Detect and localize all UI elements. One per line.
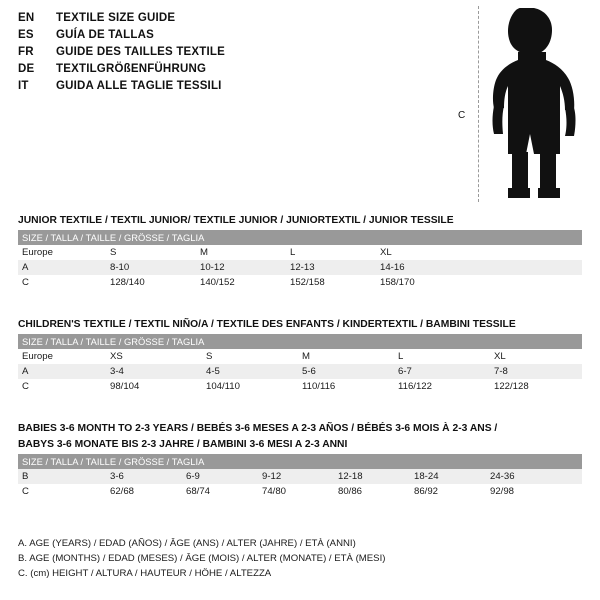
table-row: [18, 484, 582, 499]
section-title-line2: BABYS 3-6 MONATE BIS 2-3 JAHRE / BAMBINI 3-6 MESI A 2-3 ANNI: [18, 439, 348, 450]
cell: 5-6: [298, 364, 394, 379]
babies-size-table: [18, 454, 582, 499]
cell: 12-13: [286, 260, 376, 275]
table-row: [18, 379, 582, 394]
language-code: ES: [18, 29, 34, 41]
legend-row: C. (cm) HEIGHT / ALTURA / HAUTEUR / HÖHE / ALTEZZA: [18, 568, 272, 579]
row-label: Europe: [18, 349, 106, 364]
table-row: [18, 260, 582, 275]
language-row: [18, 12, 348, 29]
cell: 158/170: [376, 275, 466, 290]
cell: 74/80: [258, 484, 334, 499]
cell: 110/116: [298, 379, 394, 394]
cell: 8-10: [106, 260, 196, 275]
language-row: [18, 46, 348, 63]
language-title-block: [18, 12, 348, 97]
cell: S: [202, 349, 298, 364]
section-babies-textile: [18, 422, 582, 499]
legend-row: A. AGE (YEARS) / EDAD (AÑOS) / ÂGE (ANS) / ALTER (JAHRE) / ETÀ (ANNI): [18, 538, 356, 549]
table-row: [18, 275, 582, 290]
cell: 9-12: [258, 469, 334, 484]
cell: XS: [106, 349, 202, 364]
height-measure-label: C: [458, 110, 466, 121]
cell-empty: [466, 260, 582, 275]
cell: 10-12: [196, 260, 286, 275]
table-row: [18, 364, 582, 379]
language-row: [18, 80, 348, 97]
cell: 98/104: [106, 379, 202, 394]
language-row: [18, 29, 348, 46]
row-label: A: [18, 364, 106, 379]
cell: M: [196, 245, 286, 260]
row-label: C: [18, 379, 106, 394]
cell: 62/68: [106, 484, 182, 499]
size-header-label: SIZE / TALLA / TAILLE / GRÖSSE / TAGLIA: [18, 454, 582, 469]
cell: 92/98: [486, 484, 582, 499]
cell: XL: [490, 349, 582, 364]
table-row: [18, 469, 582, 484]
cell: 128/140: [106, 275, 196, 290]
legend-block: [18, 536, 582, 581]
cell: 7-8: [490, 364, 582, 379]
cell: 12-18: [334, 469, 410, 484]
language-title: TEXTILGRÖßENFÜHRUNG: [56, 63, 207, 75]
language-code: DE: [18, 63, 35, 75]
table-row: [18, 349, 582, 364]
section-title: JUNIOR TEXTILE / TEXTIL JUNIOR/ TEXTILE JUNIOR / JUNIORTEXTIL / JUNIOR TESSILE: [18, 215, 454, 226]
cell-empty: [466, 275, 582, 290]
cell: 6-9: [182, 469, 258, 484]
cell: 140/152: [196, 275, 286, 290]
cell: 3-4: [106, 364, 202, 379]
children-size-table: [18, 334, 582, 394]
table-header-row: [18, 230, 582, 245]
cell: 14-16: [376, 260, 466, 275]
cell: 80/86: [334, 484, 410, 499]
cell: 86/92: [410, 484, 486, 499]
section-title: CHILDREN'S TEXTILE / TEXTIL NIÑO/A / TEXTILE DES ENFANTS / KINDERTEXTIL / BAMBINI TESSILE: [18, 319, 516, 330]
language-title: TEXTILE SIZE GUIDE: [56, 12, 176, 24]
legend-row: B. AGE (MONTHS) / EDAD (MESES) / ÂGE (MOIS) / ALTER (MONATE) / ETÀ (MESI): [18, 553, 386, 564]
cell: L: [286, 245, 376, 260]
cell: 122/128: [490, 379, 582, 394]
measurement-figure: [430, 6, 590, 202]
size-header-label: SIZE / TALLA / TAILLE / GRÖSSE / TAGLIA: [18, 230, 582, 245]
language-title: GUIDA ALLE TAGLIE TESSILI: [56, 80, 222, 92]
language-code: IT: [18, 80, 29, 92]
cell: L: [394, 349, 490, 364]
row-label: B: [18, 469, 106, 484]
cell: 3-6: [106, 469, 182, 484]
section-junior-textile: [18, 214, 582, 290]
height-measure-line: [478, 6, 479, 202]
language-code: EN: [18, 12, 35, 24]
table-header-row: [18, 334, 582, 349]
section-childrens-textile: [18, 318, 582, 394]
cell: 68/74: [182, 484, 258, 499]
cell-empty: [466, 245, 582, 260]
language-code: FR: [18, 46, 34, 58]
cell: 104/110: [202, 379, 298, 394]
toddler-silhouette-icon: [482, 8, 586, 200]
cell: 4-5: [202, 364, 298, 379]
junior-size-table: [18, 230, 582, 290]
row-label: Europe: [18, 245, 106, 260]
table-header-row: [18, 454, 582, 469]
cell: S: [106, 245, 196, 260]
cell: 152/158: [286, 275, 376, 290]
cell: M: [298, 349, 394, 364]
cell: 6-7: [394, 364, 490, 379]
section-title: BABIES 3-6 MONTH TO 2-3 YEARS / BEBÉS 3-6 MESES A 2-3 AÑOS / BÉBÉS 3-6 MOIS À 2-3 ANS /: [18, 423, 498, 434]
row-label: C: [18, 484, 106, 499]
language-title: GUIDE DES TAILLES TEXTILE: [56, 46, 225, 58]
language-row: [18, 63, 348, 80]
table-row: [18, 245, 582, 260]
cell: 24-36: [486, 469, 582, 484]
row-label: C: [18, 275, 106, 290]
cell: 18-24: [410, 469, 486, 484]
row-label: A: [18, 260, 106, 275]
size-header-label: SIZE / TALLA / TAILLE / GRÖSSE / TAGLIA: [18, 334, 582, 349]
language-title: GUÍA DE TALLAS: [56, 29, 154, 41]
cell: 116/122: [394, 379, 490, 394]
cell: XL: [376, 245, 466, 260]
